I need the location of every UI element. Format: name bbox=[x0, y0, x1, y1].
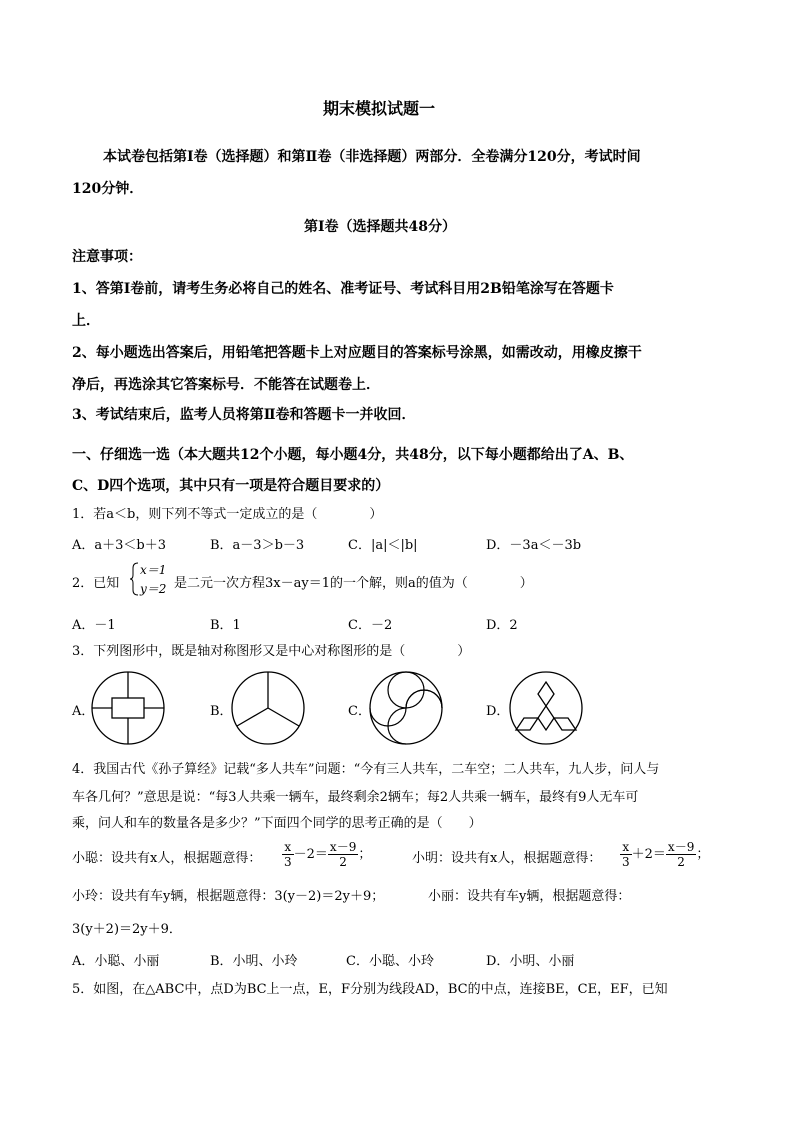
q4-cong-statement: 小聪：设共有x人，根据题意得： bbox=[72, 851, 262, 866]
eq-mid: ＋2＝ bbox=[631, 847, 666, 862]
part1-heading: 第Ⅰ卷（选择题共48分） bbox=[304, 219, 457, 235]
q2-stem-start: 2．已知 bbox=[72, 576, 120, 591]
q2-option-b[interactable]: B．1 bbox=[210, 618, 241, 633]
pinwheel-circle-icon[interactable] bbox=[368, 670, 444, 746]
frac-den: 2 bbox=[677, 855, 685, 869]
q1-option-d[interactable]: D．－3a＜－3b bbox=[486, 538, 582, 553]
q4-li-equation: 3(y＋2)＝2y＋9． bbox=[72, 922, 182, 937]
frac-den: 3 bbox=[622, 855, 630, 869]
frac-num: x bbox=[620, 840, 632, 855]
intro-line-2: 120分钟． bbox=[72, 181, 144, 197]
q4-li-statement: 小丽：设共有车y辆，根据题意得： bbox=[428, 889, 631, 904]
q3-option-c[interactable]: C． bbox=[348, 704, 371, 719]
frac-num: x－9 bbox=[667, 840, 695, 854]
note-1-line-2: 上． bbox=[72, 313, 100, 329]
frac-num: x bbox=[282, 840, 294, 855]
q4-ming-statement: 小明：设共有x人，根据题意得： bbox=[412, 851, 602, 866]
page-title: 期末模拟试题一 bbox=[323, 99, 436, 118]
q5-line-1: 5．如图，在△ABC中，点D为BC上一点，E，F分别为线段AD，BC的中点，连接BE，CE，EF，已知 bbox=[72, 982, 668, 997]
eq-mid: －2＝ bbox=[293, 847, 328, 862]
q4-option-b[interactable]: B．小明、小玲 bbox=[210, 954, 298, 969]
note-2-line-2: 净后，再选涂其它答案标号．不能答在试题卷上． bbox=[72, 377, 380, 393]
q4-cong-equation bbox=[282, 840, 371, 869]
q3-option-a[interactable]: A． bbox=[72, 704, 95, 719]
circle-with-cross-and-rectangle-icon[interactable] bbox=[90, 670, 166, 746]
note-2-line-1: 2、每小题选出答案后，用铅笔把答题卡上对应题目的答案标号涂黑，如需改动，用橡皮擦干 bbox=[72, 345, 642, 361]
q4-line-1: 4．我国古代《孙子算经》记载“多人共车”问题：“今有三人共车，二车空；二人共车，九人步，问人与 bbox=[72, 762, 660, 777]
three-diamonds-circle-icon[interactable] bbox=[508, 670, 584, 746]
notes-heading: 注意事项： bbox=[72, 249, 142, 265]
q1-stem: 1．若a＜b，则下列不等式一定成立的是（ ） bbox=[72, 507, 383, 522]
q2-option-c[interactable]: C．－2 bbox=[348, 618, 393, 633]
q3-stem: 3．下列图形中，既是轴对称图形又是中心对称图形的是（ ） bbox=[72, 644, 471, 659]
circle-three-sectors-icon[interactable] bbox=[230, 670, 306, 746]
q2-stem-end: 是二元一次方程3x－ay＝1的一个解，则a的值为（ ） bbox=[174, 576, 533, 591]
eq-end: ； bbox=[358, 847, 372, 862]
q1-option-b[interactable]: B．a－3＞b－3 bbox=[210, 538, 305, 553]
system-brace-icon bbox=[130, 562, 140, 596]
q4-option-d[interactable]: D．小明、小丽 bbox=[486, 954, 575, 969]
q2-option-a[interactable]: A．－1 bbox=[72, 618, 116, 633]
section1-line-1: 一、仔细选一选（本大题共12个小题，每小题4分，共48分，以下每小题都给出了A、B、 bbox=[72, 447, 634, 463]
q2-system-eq-2: y＝2 bbox=[140, 582, 167, 596]
q4-option-a[interactable]: A．小聪、小丽 bbox=[72, 954, 160, 969]
q2-option-d[interactable]: D．2 bbox=[486, 618, 518, 633]
note-1-line-1: 1、答第Ⅰ卷前，请考生务必将自己的姓名、准考证号、考试科目用2B铅笔涂写在答题卡 bbox=[72, 281, 614, 297]
q3-option-d[interactable]: D． bbox=[486, 704, 510, 719]
frac-num: x－9 bbox=[329, 840, 357, 854]
q4-ming-equation bbox=[620, 840, 709, 869]
intro-line-1: 本试卷包括第Ⅰ卷（选择题）和第Ⅱ卷（非选择题）两部分．全卷满分120分，考试时间 bbox=[103, 149, 641, 165]
q2-system-eq-1: x＝1 bbox=[140, 563, 167, 577]
q4-line-3: 乘，问人和车的数量各是多少？”下面四个同学的思考正确的是（ ） bbox=[72, 816, 482, 831]
section1-line-2: C、D四个选项，其中只有一项是符合题目要求的） bbox=[72, 478, 390, 494]
note-3: 3、考试结束后，监考人员将第Ⅱ卷和答题卡一并收回． bbox=[72, 407, 416, 423]
q4-line-2: 车各几何？”意思是说：“每3人共乘一辆车，最终剩余2辆车；每2人共乘一辆车，最终有9人无车可 bbox=[72, 790, 639, 805]
q4-option-c[interactable]: C．小聪、小玲 bbox=[346, 954, 434, 969]
eq-end: ； bbox=[696, 847, 710, 862]
q1-option-a[interactable]: A．a＋3＜b＋3 bbox=[72, 538, 167, 553]
q3-option-b[interactable]: B． bbox=[210, 704, 233, 719]
q1-option-c[interactable]: C．|a|＜|b| bbox=[348, 538, 418, 553]
frac-den: 2 bbox=[339, 855, 347, 869]
q4-ling-statement: 小玲：设共有车y辆，根据题意得：3(y－2)＝2y＋9； bbox=[72, 889, 385, 904]
frac-den: 3 bbox=[284, 855, 292, 869]
